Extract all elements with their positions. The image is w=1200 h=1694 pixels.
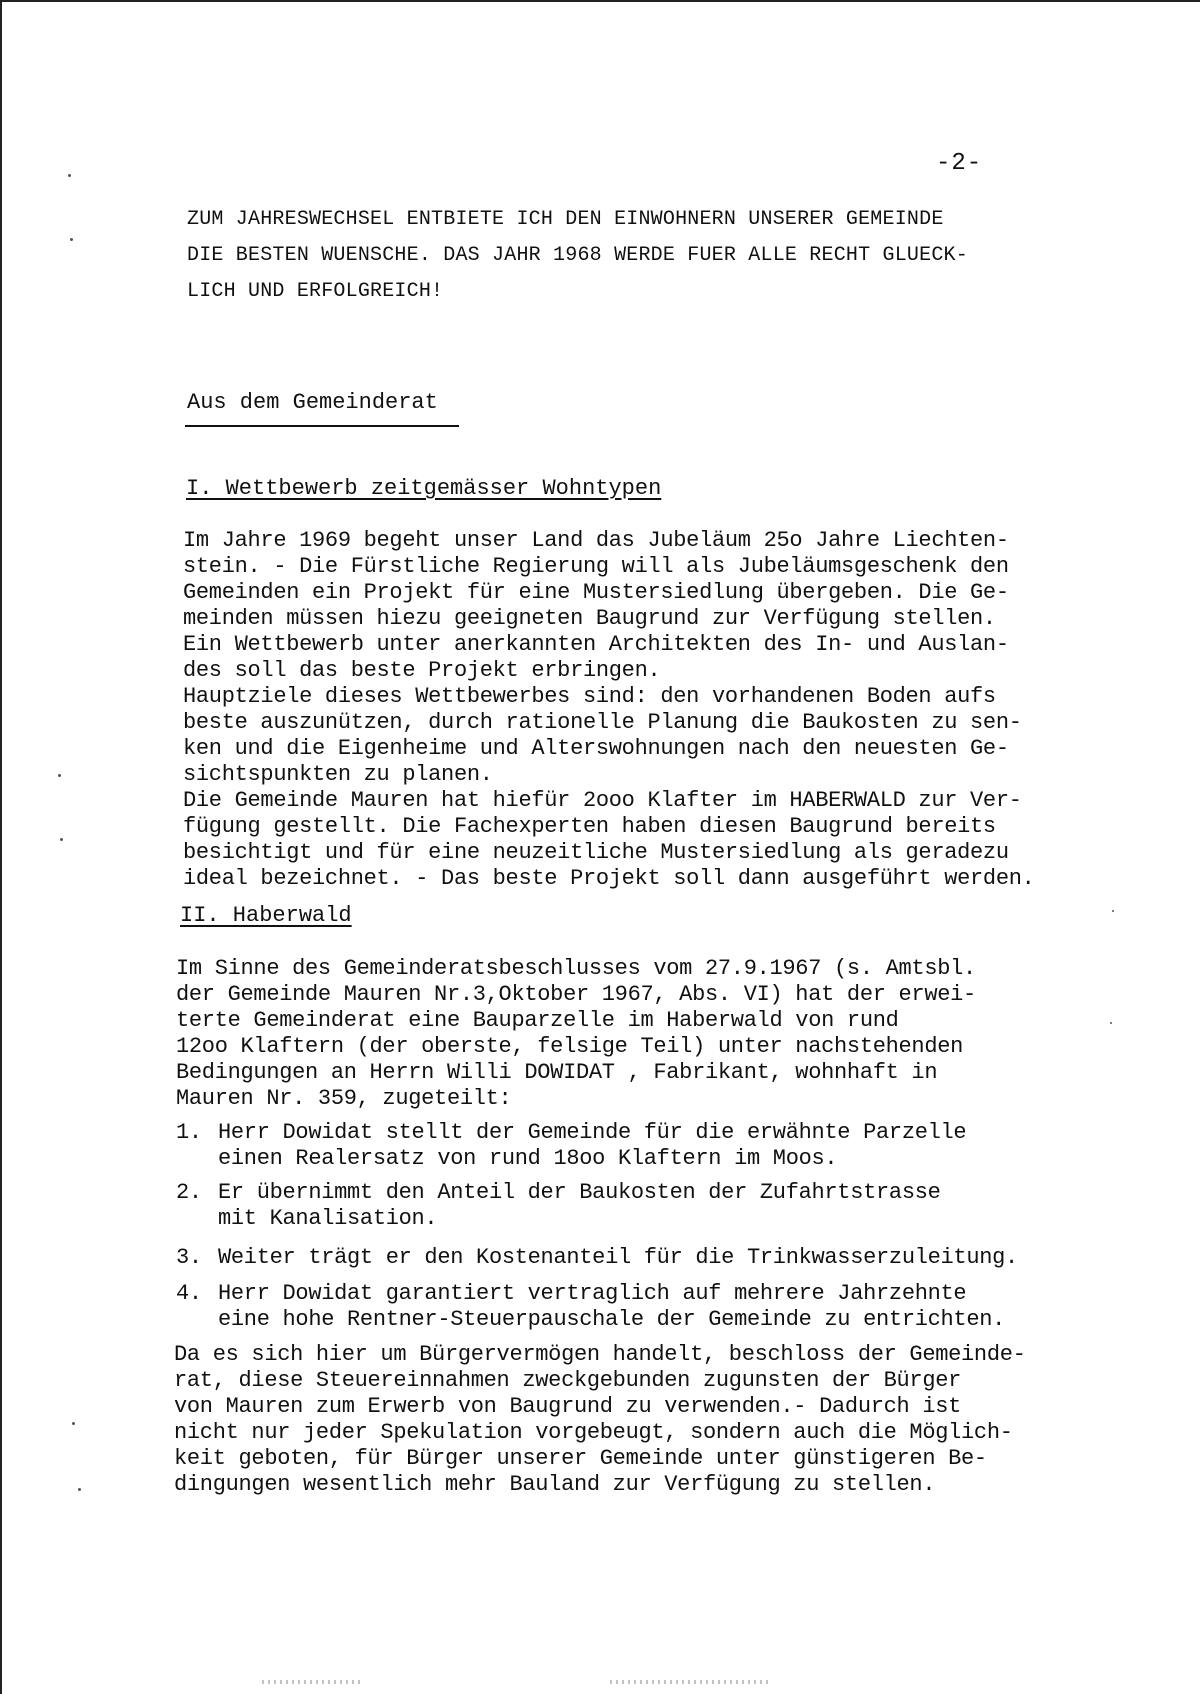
greeting-line: DIE BESTEN WUENSCHE. DAS JAHR 1968 WERDE FUER ALLE RECHT GLUECK- — [187, 244, 968, 267]
paragraph-haberwald-intro — [176, 956, 976, 1112]
text-line: Im Jahre 1969 begeht unser Land das Jubeläum 25o Jahre Liechten- — [183, 528, 1009, 553]
text-line: von Mauren zum Erwerb von Baugrund zu verwenden.- Dadurch ist — [174, 1394, 962, 1419]
list-number: 4. — [176, 1281, 202, 1306]
text-line: Die Gemeinde Mauren hat hiefür 2ooo Klafter im HABERWALD zur Ver- — [183, 788, 1022, 813]
list-number: 2. — [176, 1180, 202, 1205]
greeting-line: LICH UND ERFOLGREICH! — [187, 280, 444, 303]
text-line: stein. - Die Fürstliche Regierung will als Jubeläumsgeschenk den — [183, 554, 1009, 579]
text-line: Im Sinne des Gemeinderatsbeschlusses vom 27.9.1967 (s. Amtsbl. — [176, 956, 976, 981]
list-text: Herr Dowidat stellt der Gemeinde für die erwähnte Parzelle — [218, 1120, 967, 1145]
text-line: besichtigt und für eine neuzeitliche Mustersiedlung als geradezu — [183, 840, 1009, 865]
section-title-rule — [185, 425, 459, 427]
list-text: einen Realersatz von rund 18oo Klaftern im Moos. — [218, 1146, 838, 1171]
text-line: Da es sich hier um Bürgervermögen handelt, beschloss der Gemeinde- — [174, 1342, 1026, 1367]
list-item — [176, 1120, 966, 1172]
scan-speck — [68, 174, 71, 177]
text-line: der Gemeinde Mauren Nr.3,Oktober 1967, Abs. VI) hat der erwei- — [176, 982, 976, 1007]
text-line: terte Gemeinderat eine Bauparzelle im Haberwald von rund — [176, 1008, 899, 1033]
list-item — [176, 1281, 1005, 1333]
text-line: des soll das beste Projekt erbringen. — [183, 658, 661, 683]
scan-speck — [1110, 1022, 1112, 1024]
list-text: eine hohe Rentner-Steuerpauschale der Gemeinde zu entrichten. — [218, 1307, 1006, 1332]
scan-speck — [60, 838, 63, 841]
text-line: sichtspunkten zu planen. — [183, 762, 493, 787]
scan-speck — [78, 1488, 81, 1491]
scan-speck — [72, 1422, 75, 1425]
paragraph-wettbewerb — [183, 528, 1035, 892]
list-text: Weiter trägt er den Kostenanteil für die Trinkwasserzuleitung. — [218, 1245, 1018, 1270]
text-line: ideal bezeichnet. - Das beste Projekt soll dann ausgeführt werden. — [183, 866, 1035, 891]
text-line: Hauptziele dieses Wettbewerbes sind: den vorhandenen Boden aufs — [183, 684, 996, 709]
scan-noise — [262, 1680, 362, 1684]
text-line: dingungen wesentlich mehr Bauland zur Verfügung zu stellen. — [174, 1472, 936, 1497]
scan-speck — [1112, 910, 1114, 912]
greeting-line: ZUM JAHRESWECHSEL ENTBIETE ICH DEN EINWOHNERN UNSERER GEMEINDE — [187, 208, 944, 231]
section-title: Aus dem Gemeinderat — [187, 390, 438, 415]
text-line: Gemeinden ein Projekt für eine Mustersiedlung übergeben. Die Ge- — [183, 580, 1009, 605]
paragraph-haberwald-closing — [174, 1342, 1026, 1498]
text-line: Mauren Nr. 359, zugeteilt: — [176, 1086, 512, 1111]
text-line: keit geboten, für Bürger unserer Gemeinde unter günstigeren Be- — [174, 1446, 987, 1471]
heading-wettbewerb: I. Wettbewerb zeitgemässer Wohntypen — [186, 476, 662, 501]
text-line: ken und die Eigenheime und Alterswohnungen nach den neuesten Ge- — [183, 736, 1009, 761]
page-number: -2- — [936, 150, 983, 177]
heading-haberwald: II. Haberwald — [180, 903, 352, 928]
list-item — [176, 1245, 1018, 1271]
text-line: meinden müssen hiezu geeigneten Baugrund zur Verfügung stellen. — [183, 606, 996, 631]
list-item — [176, 1180, 941, 1232]
list-text: Er übernimmt den Anteil der Baukosten der Zufahrtstrasse — [218, 1180, 941, 1205]
text-line: nicht nur jeder Spekulation vorgebeugt, sondern auch die Möglich- — [174, 1420, 1013, 1445]
scan-speck — [58, 774, 61, 777]
text-line: beste auszunützen, durch rationelle Planung die Baukosten zu sen- — [183, 710, 1022, 735]
text-line: Ein Wettbewerb unter anerkannten Architekten des In- und Auslan- — [183, 632, 1009, 657]
text-line: Bedingungen an Herrn Willi DOWIDAT , Fabrikant, wohnhaft in — [176, 1060, 938, 1085]
scan-speck — [70, 238, 73, 241]
new-year-greeting — [187, 202, 1087, 310]
list-text: Herr Dowidat garantiert vertraglich auf mehrere Jahrzehnte — [218, 1281, 967, 1306]
scan-noise — [610, 1680, 770, 1684]
text-line: rat, diese Steuereinnahmen zweckgebunden zugunsten der Bürger — [174, 1368, 962, 1393]
list-text: mit Kanalisation. — [218, 1206, 438, 1231]
text-line: 12oo Klaftern (der oberste, felsige Teil) unter nachstehenden — [176, 1034, 964, 1059]
list-number: 3. — [176, 1245, 202, 1270]
text-line: fügung gestellt. Die Fachexperten haben diesen Baugrund bereits — [183, 814, 996, 839]
list-number: 1. — [176, 1120, 202, 1145]
